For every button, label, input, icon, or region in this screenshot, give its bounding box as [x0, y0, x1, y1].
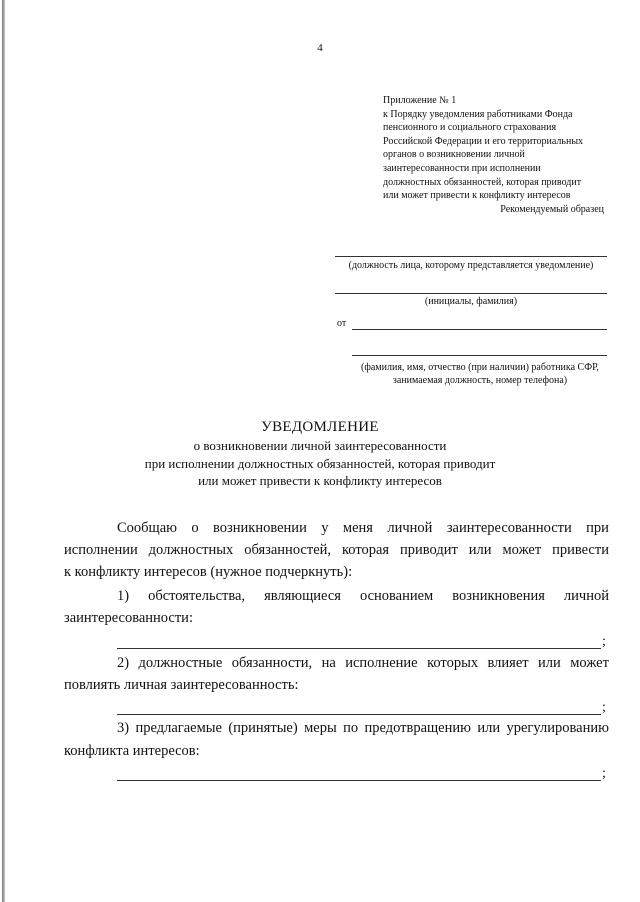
item1-line-2: заинтересованности: — [64, 610, 193, 626]
item3-line-2: конфликта интересов: — [64, 743, 200, 759]
appendix-line: органов о возникновении личной — [383, 149, 525, 161]
item2-line-end: ; — [602, 700, 606, 715]
notice-subtitle-3: или может привести к конфликту интересов — [198, 473, 442, 488]
from-label: от — [337, 318, 347, 329]
intro-line-3: к конфликту интересов (нужное подчеркнуть): — [64, 564, 353, 580]
sender-caption-line2: занимаемая должность, номер телефона) — [392, 375, 568, 386]
page-number: 4 — [317, 42, 323, 54]
item2-line-1: 2) должностные обязанности, на исполнение которых влияет или может — [117, 655, 609, 671]
notice-subtitle-2: при исполнении должностных обязанностей, которая приводит — [144, 455, 496, 471]
appendix-line: заинтересованности при исполнении — [383, 162, 541, 174]
from-field-line[interactable] — [352, 329, 607, 330]
notice-subtitle-1: о возникновении личной заинтересованности — [193, 438, 447, 453]
appendix-line: Российской Федерации и его территориальных — [383, 135, 584, 147]
item3-answer-line[interactable] — [117, 780, 601, 781]
item1-answer-line[interactable] — [117, 648, 601, 649]
initials-field-line[interactable] — [335, 293, 607, 294]
notice-title-block — [0, 418, 640, 490]
item2-answer-line[interactable] — [117, 714, 601, 715]
sender-caption-line1: (фамилия, имя, отчество (при наличии) работника СФР, — [361, 362, 599, 373]
sender-field-line[interactable] — [352, 355, 607, 356]
item3-line-1: 3) предлагаемые (принятые) меры по предотвращению или урегулированию — [117, 720, 609, 736]
initials-caption: (инициалы, фамилия) — [424, 296, 518, 307]
item1-line-1: 1) обстоятельства, являющиеся основанием возникновения личной — [117, 588, 609, 604]
intro-line-1: Сообщаю о возникновении у меня личной заинтересованности при — [117, 520, 609, 536]
item2-line-2: повлиять личная заинтересованность: — [64, 677, 299, 693]
notice-title: УВЕДОМЛЕНИЕ — [261, 419, 379, 435]
appendix-block — [383, 94, 583, 203]
item1-line-end: ; — [602, 634, 606, 649]
appendix-line: Приложение № 1 — [383, 95, 457, 106]
appendix-line: пенсионного и социального страхования — [383, 122, 557, 134]
position-caption: (должность лица, которому представляется уведомление) — [348, 260, 594, 271]
intro-line-2: исполнении должностных обязанностей, которая приводит или может привести — [64, 542, 609, 558]
item3-line-end: ; — [602, 766, 606, 781]
appendix-line: или может привести к конфликту интересов — [383, 190, 571, 202]
position-field-line[interactable] — [335, 256, 607, 257]
appendix-line: должностных обязанностей, которая приводит — [383, 176, 582, 188]
appendix-line: к Порядку уведомления работниками Фонда — [383, 108, 573, 120]
recommended-sample-label: Рекомендуемый образец — [500, 204, 604, 215]
